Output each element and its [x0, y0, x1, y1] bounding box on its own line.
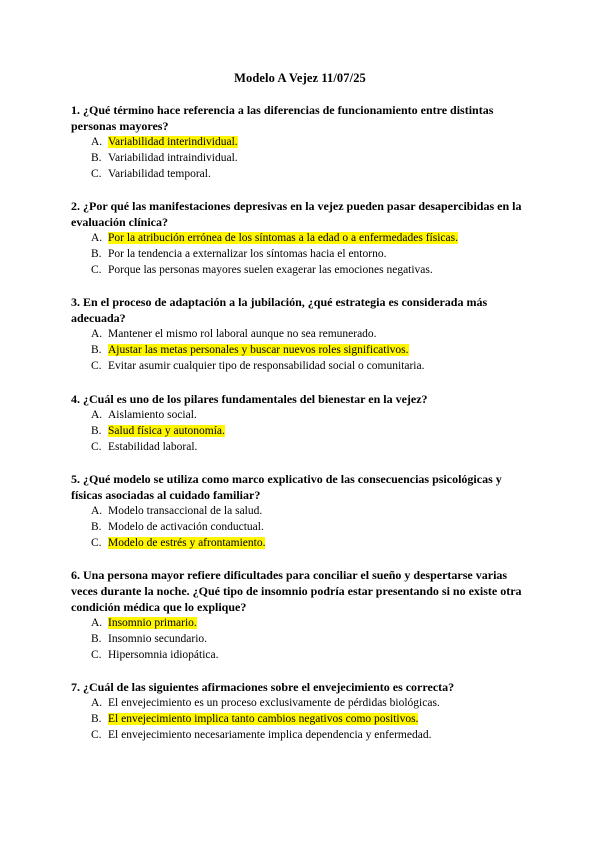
option-letter: B.	[91, 521, 102, 533]
option-letter: C.	[91, 360, 102, 372]
option-b	[71, 519, 533, 535]
option-c	[71, 535, 533, 551]
option-b	[71, 246, 533, 262]
option-text-highlighted: Salud física y autonomía.	[108, 425, 225, 437]
option-a	[71, 230, 533, 246]
question-text: 1. ¿Qué término hace referencia a las diferencias de funcionamiento entre distintas personas mayores?	[71, 103, 494, 133]
option-b	[71, 150, 533, 166]
option-letter: A.	[91, 409, 103, 421]
option-letter: C.	[91, 649, 102, 661]
option-letter: C.	[91, 441, 102, 453]
question-4	[71, 391, 533, 455]
option-text-highlighted: Modelo de estrés y afrontamiento.	[108, 537, 266, 549]
options-list	[71, 615, 533, 663]
question-text: 2. ¿Por qué las manifestaciones depresivas en la vejez pueden pasar desapercibidas en la evaluación clínica?	[71, 199, 522, 229]
options-list	[71, 134, 533, 182]
option-letter: B.	[91, 425, 102, 437]
option-letter: A.	[91, 232, 103, 244]
question-text: 4. ¿Cuál es uno de los pilares fundamentales del bienestar en la vejez?	[71, 392, 428, 406]
option-b	[71, 342, 533, 358]
question-1	[71, 102, 533, 182]
option-letter: C.	[91, 537, 102, 549]
option-b	[71, 711, 533, 727]
option-letter: A.	[91, 697, 103, 709]
option-text: Variabilidad temporal.	[108, 168, 211, 180]
option-a	[71, 503, 533, 519]
option-text-highlighted: Ajustar las metas personales y buscar nuevos roles significativos.	[108, 344, 409, 356]
options-list	[71, 407, 533, 455]
option-text: Aislamiento social.	[108, 409, 197, 421]
option-text-highlighted: Insomnio primario.	[108, 617, 197, 629]
option-text: Variabilidad intraindividual.	[108, 152, 238, 164]
document-title: Modelo A Vejez 11/07/25	[234, 71, 366, 85]
option-a	[71, 615, 533, 631]
option-text: Por la tendencia a externalizar los síntomas hacia el entorno.	[108, 248, 387, 260]
option-letter: B.	[91, 713, 102, 725]
option-text-highlighted: Variabilidad interindividual.	[108, 136, 238, 148]
option-letter: B.	[91, 344, 102, 356]
option-text: Porque las personas mayores suelen exagerar las emociones negativas.	[108, 264, 433, 276]
option-text: Insomnio secundario.	[108, 633, 208, 645]
options-list	[71, 326, 533, 374]
option-text-highlighted: El envejecimiento implica tanto cambios negativos como positivos.	[108, 713, 419, 725]
option-c	[71, 262, 533, 278]
option-letter: A.	[91, 617, 103, 629]
option-b	[71, 423, 533, 439]
option-c	[71, 358, 533, 374]
option-c	[71, 166, 533, 182]
option-b	[71, 631, 533, 647]
options-list	[71, 503, 533, 551]
option-a	[71, 695, 533, 711]
question-2	[71, 198, 533, 278]
option-letter: A.	[91, 328, 103, 340]
option-letter: B.	[91, 248, 102, 260]
option-letter: C.	[91, 729, 102, 741]
option-letter: C.	[91, 264, 102, 276]
option-letter: C.	[91, 168, 102, 180]
option-text: El envejecimiento necesariamente implica dependencia y enfermedad.	[108, 729, 432, 741]
option-text: Modelo de activación conductual.	[108, 521, 264, 533]
question-7	[71, 679, 533, 743]
option-letter: B.	[91, 633, 102, 645]
option-c	[71, 727, 533, 743]
option-letter: B.	[91, 152, 102, 164]
question-3	[71, 294, 533, 374]
options-list	[71, 695, 533, 743]
option-text: El envejecimiento es un proceso exclusivamente de pérdidas biológicas.	[108, 697, 440, 709]
option-a	[71, 326, 533, 342]
option-text: Modelo transaccional de la salud.	[108, 505, 263, 517]
option-a	[71, 134, 533, 150]
question-text: 6. Una persona mayor refiere dificultades para conciliar el sueño y despertarse varias veces durante la noche. ¿Qué tipo de insomnio podría estar presentando si no existe otra condición médica que lo explique?	[71, 568, 522, 614]
question-text: 3. En el proceso de adaptación a la jubilación, ¿qué estrategia es considerada más adecuada?	[71, 295, 488, 325]
option-text: Mantener el mismo rol laboral aunque no sea remunerado.	[108, 328, 377, 340]
option-c	[71, 439, 533, 455]
question-5	[71, 471, 533, 551]
question-text: 5. ¿Qué modelo se utiliza como marco explicativo de las consecuencias psicológicas y físicas asociadas al cuidado familiar?	[71, 472, 502, 502]
option-text-highlighted: Por la atribución errónea de los síntomas a la edad o a enfermedades físicas.	[108, 232, 458, 244]
options-list	[71, 230, 533, 278]
question-6	[71, 567, 533, 663]
option-text: Estabilidad laboral.	[108, 441, 198, 453]
option-c	[71, 647, 533, 663]
question-text: 7. ¿Cuál de las siguientes afirmaciones sobre el envejecimiento es correcta?	[71, 680, 455, 694]
option-letter: A.	[91, 505, 103, 517]
option-text: Hipersomnia idiopática.	[108, 649, 219, 661]
option-letter: A.	[91, 136, 103, 148]
option-a	[71, 407, 533, 423]
option-text: Evitar asumir cualquier tipo de responsabilidad social o comunitaria.	[108, 360, 425, 372]
